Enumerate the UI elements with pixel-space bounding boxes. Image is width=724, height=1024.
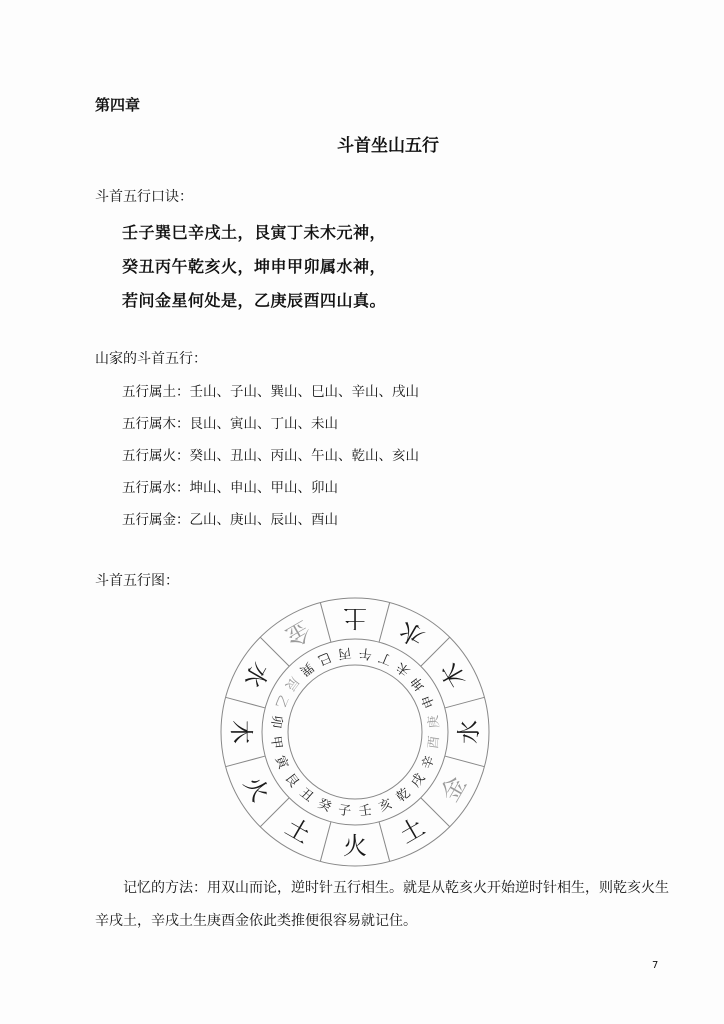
wheel-divider — [320, 822, 331, 862]
middle-circle — [262, 639, 448, 825]
memory-method-paragraph: 记忆的方法：用双山而论，逆时针五行相生。就是从乾亥火开始逆时针相生，则乾亥火生辛戌土，辛戌土生庚酉金依此类推便很容易就记住。 — [95, 880, 669, 929]
mountains-label: 山家的斗首五行： — [95, 351, 207, 367]
diagram-label: 斗首五行图： — [95, 573, 179, 589]
chapter-heading: 第四章 — [95, 96, 141, 114]
outer-element-label: 金 — [280, 615, 316, 652]
five-elements-wheel — [220, 597, 490, 867]
inner-mountain-label: 辛 — [419, 753, 439, 772]
inner-mountain-label: 午 — [358, 644, 373, 661]
inner-mountain-label: 壬 — [358, 803, 373, 820]
inner-mountain-label: 戌 — [408, 770, 429, 791]
wheel-divider — [379, 603, 390, 643]
outer-element-label: 木 — [227, 720, 255, 744]
page-title: 斗首坐山五行 — [337, 136, 439, 156]
outer-element-label: 土 — [343, 604, 367, 632]
outer-element-label: 水 — [394, 615, 430, 652]
mnemonic-line-3: 若问金星何处是，乙庚辰酉四山真。 — [122, 291, 387, 310]
wheel-divider — [421, 798, 450, 827]
element-row-earth: 五行属土：壬山、子山、巽山、巳山、辛山、戌山 — [122, 384, 419, 400]
inner-mountain-label: 未 — [393, 658, 414, 679]
element-row-wood: 五行属木：艮山、寅山、丁山、未山 — [122, 416, 338, 432]
mnemonic-line-1: 壬子巽巳辛戌土，艮寅丁未木元神， — [122, 223, 387, 242]
inner-mountain-label: 庚 — [426, 714, 443, 729]
inner-mountain-label: 乙 — [271, 692, 291, 711]
wheel-divider — [226, 697, 266, 708]
outer-element-label: 木 — [435, 657, 472, 693]
wheel-divider — [260, 637, 289, 666]
inner-mountain-label: 坤 — [408, 673, 429, 694]
outer-element-label: 土 — [394, 812, 430, 849]
element-row-fire: 五行属火：癸山、丑山、丙山、午山、乾山、亥山 — [122, 448, 419, 464]
outer-element-label: 金 — [435, 771, 472, 807]
inner-mountain-label: 丁 — [376, 648, 395, 668]
inner-mountain-label: 甲 — [267, 735, 284, 750]
wheel-divider — [320, 603, 331, 643]
inner-mountain-label: 寅 — [271, 753, 291, 772]
outer-element-label: 水 — [455, 720, 483, 744]
wheel-divider — [379, 822, 390, 862]
wheel-divider — [445, 756, 485, 767]
inner-mountain-label: 辰 — [281, 673, 302, 694]
wheel-divider — [445, 697, 485, 708]
inner-mountain-label: 子 — [337, 803, 352, 820]
page-number: 7 — [652, 960, 659, 971]
inner-mountain-label: 巳 — [315, 648, 334, 668]
inner-mountain-label: 艮 — [281, 770, 302, 791]
mnemonic-label: 斗首五行口诀： — [95, 189, 193, 205]
mnemonic-line-2: 癸丑丙午乾亥火，坤申甲卯属水神， — [122, 257, 387, 276]
element-row-water: 五行属水：坤山、申山、甲山、卯山 — [122, 480, 338, 496]
wheel-divider — [421, 637, 450, 666]
inner-mountain-label: 巽 — [296, 658, 317, 679]
inner-mountain-label: 申 — [419, 692, 439, 711]
inner-circle — [288, 665, 422, 799]
wheel-divider — [226, 756, 266, 767]
inner-mountain-label: 丙 — [337, 644, 352, 661]
outer-element-label: 土 — [280, 812, 316, 849]
outer-element-label: 水 — [238, 657, 275, 693]
inner-mountain-label: 亥 — [376, 796, 395, 816]
inner-mountain-label: 酉 — [426, 735, 443, 750]
wheel-divider — [260, 798, 289, 827]
inner-mountain-label: 乾 — [393, 785, 414, 806]
inner-mountain-label: 丑 — [296, 785, 317, 806]
element-row-metal: 五行属金：乙山、庚山、辰山、酉山 — [122, 512, 338, 528]
inner-mountain-label: 癸 — [315, 796, 334, 816]
wheel-svg — [220, 597, 490, 867]
outer-element-label: 火 — [343, 832, 367, 860]
outer-element-label: 火 — [238, 771, 275, 807]
inner-mountain-label: 卯 — [267, 714, 284, 729]
